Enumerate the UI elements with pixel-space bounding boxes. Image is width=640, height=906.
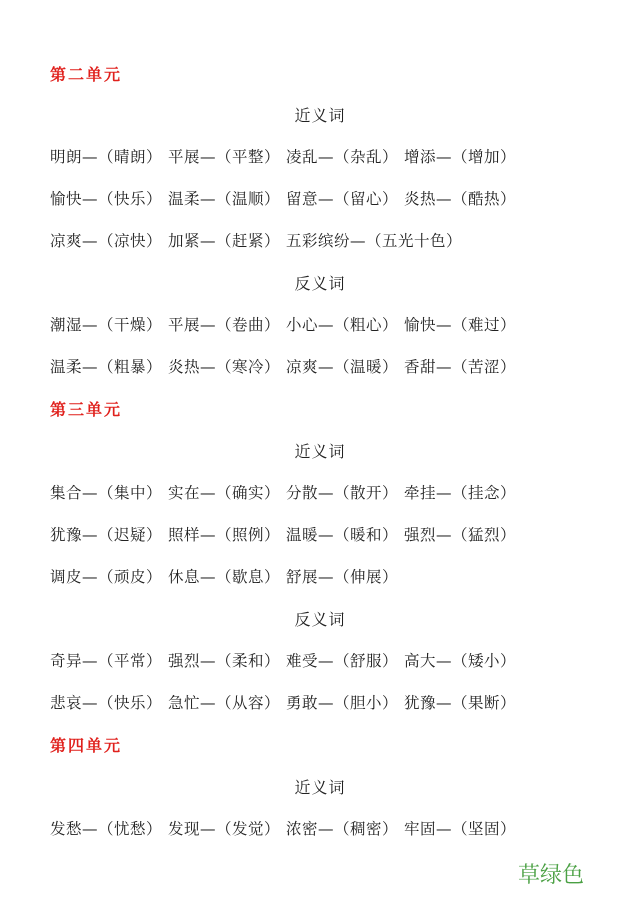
unit-3-synonyms-heading: 近义词: [294, 442, 346, 461]
word-pair: 难受—（舒服）: [286, 652, 399, 670]
unit-2-synonyms-heading: 近义词: [294, 106, 346, 125]
unit-2-antonyms-heading: 反义词: [294, 274, 346, 293]
unit-3-antonyms-heading: 反义词: [294, 610, 346, 629]
unit-3-heading: 第三单元: [50, 400, 123, 419]
word-pair: 温柔—（温顺）: [168, 190, 281, 208]
word-pair: 愉快—（快乐）: [50, 190, 163, 208]
word-pair: 发现—（发觉）: [168, 820, 281, 838]
word-pair: 分散—（散开）: [286, 484, 399, 502]
word-pair-row: [50, 649, 610, 671]
word-pair: 浓密—（稠密）: [286, 820, 399, 838]
word-pair: 香甜—（苦涩）: [404, 358, 517, 376]
word-pair: 温柔—（粗暴）: [50, 358, 163, 376]
word-pair: 潮湿—（干燥）: [50, 316, 163, 334]
word-pair: 急忙—（从容）: [168, 694, 281, 712]
unit-4-synonyms-heading: 近义词: [294, 778, 346, 797]
word-pair: 凌乱—（杂乱）: [286, 148, 399, 166]
word-pair: 平展—（卷曲）: [168, 316, 281, 334]
word-pair: 休息—（歇息）: [168, 568, 281, 586]
word-pair: 愉快—（难过）: [404, 316, 517, 334]
word-pair: 牢固—（坚固）: [404, 820, 517, 838]
word-pair-row: [50, 187, 610, 209]
word-pair-row: [50, 313, 610, 335]
word-pair: 牵挂—（挂念）: [404, 484, 517, 502]
unit-4-heading: 第四单元: [50, 736, 123, 755]
word-pair: 奇异—（平常）: [50, 652, 163, 670]
word-pair: 小心—（粗心）: [286, 316, 399, 334]
word-pair-row: [50, 691, 610, 713]
word-pair: 凉爽—（温暖）: [286, 358, 399, 376]
word-pair: 温暖—（暖和）: [286, 526, 399, 544]
word-pair: 调皮—（顽皮）: [50, 568, 163, 586]
word-pair: 留意—（留心）: [286, 190, 399, 208]
word-pair-row: [50, 355, 610, 377]
word-pair: 增添—（增加）: [404, 148, 517, 166]
word-pair: 炎热—（酷热）: [404, 190, 517, 208]
watermark-logo: 草绿色: [518, 863, 585, 888]
word-pair: 实在—（确实）: [168, 484, 281, 502]
word-pair: 舒展—（伸展）: [286, 568, 399, 586]
word-pair: 强烈—（柔和）: [168, 652, 281, 670]
word-pair: 照样—（照例）: [168, 526, 281, 544]
word-pair-row: [50, 817, 610, 839]
word-pair: 明朗—（晴朗）: [50, 148, 163, 166]
word-pair-row: [50, 145, 610, 167]
word-pair: 勇敢—（胆小）: [286, 694, 399, 712]
unit-2-heading: 第二单元: [50, 65, 123, 84]
word-pair: 凉爽—（凉快）: [50, 232, 163, 250]
word-pair: 加紧—（赶紧）: [168, 232, 281, 250]
word-pair: 悲哀—（快乐）: [50, 694, 163, 712]
word-pair: 五彩缤纷—（五光十色）: [286, 232, 463, 250]
word-pair: 平展—（平整）: [168, 148, 281, 166]
word-pair: 集合—（集中）: [50, 484, 163, 502]
word-pair-row: [50, 481, 610, 503]
word-pair-row: [50, 523, 610, 545]
word-pair-row: [50, 565, 610, 587]
word-pair: 强烈—（猛烈）: [404, 526, 517, 544]
word-pair: 高大—（矮小）: [404, 652, 517, 670]
word-pair: 炎热—（寒冷）: [168, 358, 281, 376]
word-pair: 犹豫—（迟疑）: [50, 526, 163, 544]
word-pair-row: [50, 229, 610, 251]
word-pair: 发愁—（忧愁）: [50, 820, 163, 838]
word-pair: 犹豫—（果断）: [404, 694, 517, 712]
